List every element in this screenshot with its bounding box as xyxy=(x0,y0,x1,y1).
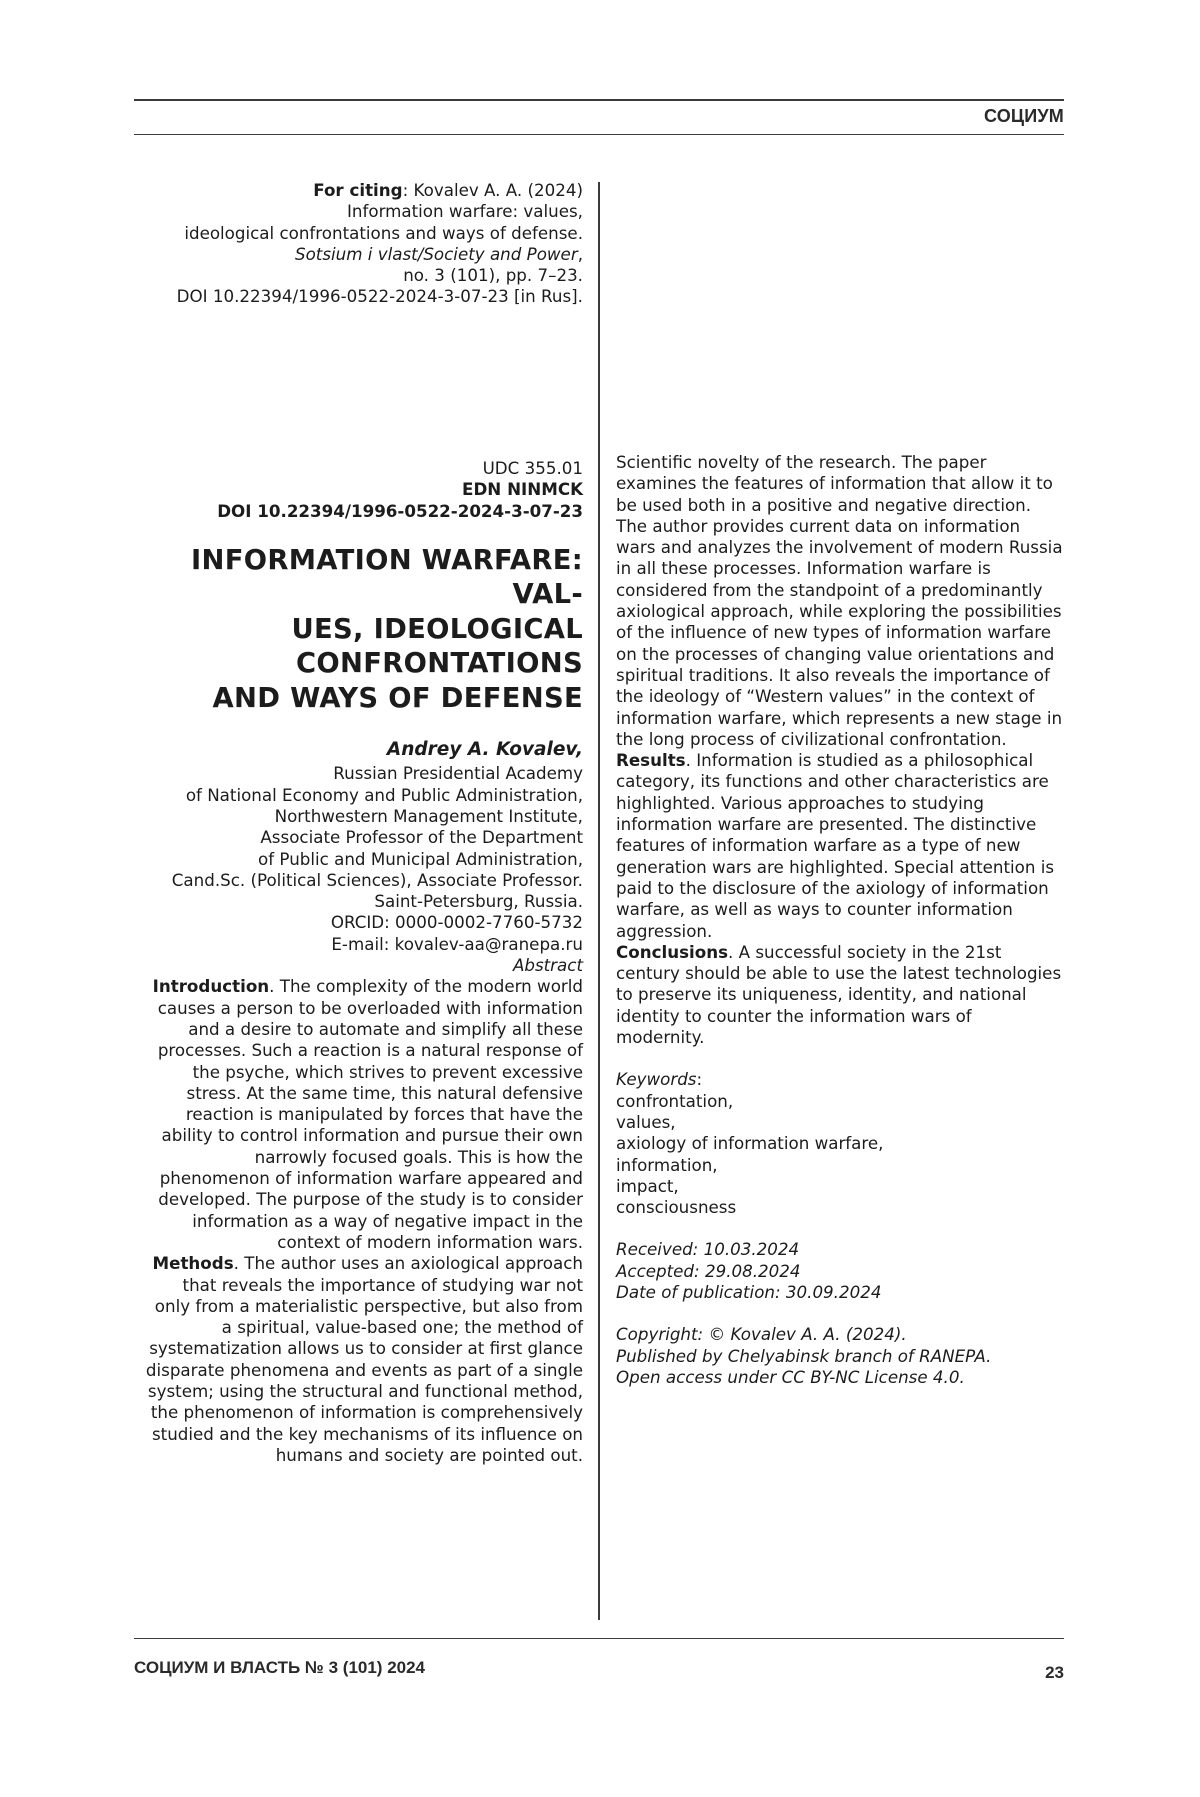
keywords-heading xyxy=(616,1069,1064,1090)
header-rule-bottom xyxy=(134,134,1064,135)
affiliation-line: Northwestern Management Institute, xyxy=(274,805,583,826)
keyword: values, xyxy=(616,1111,676,1132)
title-line: INFORMATION WARFARE: VAL- xyxy=(191,544,583,611)
author-name: Andrey A. Kovalev, xyxy=(386,739,583,761)
section-label: СОЦИУМ xyxy=(983,106,1064,126)
publisher: Published by Chelyabinsk branch of RANEPA. xyxy=(616,1345,992,1366)
keywords-colon: : xyxy=(696,1069,703,1090)
footer-journal: СОЦИУМ И ВЛАСТЬ № 3 (101) 2024 xyxy=(134,1658,426,1677)
citation-line: Information warfare: values, xyxy=(346,201,583,222)
keyword: consciousness xyxy=(616,1197,737,1218)
received-date: Received: 10.03.2024 xyxy=(616,1239,800,1260)
doi: DOI 10.22394/1996-0522-2024-3-07-23 xyxy=(217,500,583,521)
right-column xyxy=(616,452,1064,1388)
abstract-novelty: Scientific novelty of the research. The paper examines the features of information that allow it to be used both in a positive and negative direction. The author provides current data on information wars and analyzes the involvement of modern Russia in all these processes. Information warfare is considered from the standpoint of a predominantly axiological approach, while exploring the possibilities of the influence of new types of information warfare on the processes of changing value orientations and spiritual traditions. It also reveals the importance of the ideology of “Western values” in the context of information warfare, which represents a new stage in the long process of civilizational confrontation. xyxy=(616,452,1063,749)
abstract-results xyxy=(616,750,1064,942)
udc: UDC 355.01 xyxy=(482,458,583,478)
affiliation-line: of Public and Municipal Administration, xyxy=(258,848,583,869)
citation-text: : Kovalev A. A. (2024) xyxy=(402,180,583,200)
email: E-mail: kovalev-aa@ranepa.ru xyxy=(331,933,583,954)
methods-text: . The author uses an axiological approach that reveals the importance of studying war not only from a materialistic perspective, but also from a spiritual, value-based one; the method of systematization allows us to consider at first glance disparate phenomena and events as part of a single system; using the structural and functional method, the phenomenon of information is comprehensively studied and the key mechanisms of its influence on humans and society are pointed out. xyxy=(145,1253,583,1465)
citation-journal: Sotsium i vlast/Society and Power xyxy=(294,243,578,264)
author-affiliation xyxy=(143,763,583,955)
citation-block xyxy=(143,180,583,308)
copyright: Copyright: © Kovalev A. A. (2024). xyxy=(616,1324,907,1345)
citation-line: ideological confrontations and ways of defense. xyxy=(184,222,583,243)
column-divider xyxy=(598,182,600,1620)
orcid: ORCID: 0000-0002-7760-5732 xyxy=(330,912,583,933)
title-line: UES, IDEOLOGICAL xyxy=(291,613,583,645)
affiliation-line: of National Economy and Public Administration, xyxy=(185,784,583,805)
footer-rule xyxy=(134,1638,1064,1639)
conclusions-text: . A successful society in the 21st century should be able to use the latest technologies to preserve its uniqueness, identity, and national identity to counter the information wars of modernity. xyxy=(616,941,1062,1048)
left-column xyxy=(143,458,583,1466)
intro-label: Introduction xyxy=(152,976,270,997)
abstract-methods xyxy=(143,1253,583,1466)
keywords-label: Keywords xyxy=(616,1069,697,1090)
conclusions-label: Conclusions xyxy=(616,941,729,962)
article-title xyxy=(143,544,583,717)
keyword: information, xyxy=(616,1154,718,1175)
citation-label: For citing xyxy=(313,180,403,200)
keyword: impact, xyxy=(616,1175,679,1196)
results-label: Results xyxy=(616,750,686,771)
edn: EDN NINMCK xyxy=(462,479,583,500)
publication-date: Date of publication: 30.09.2024 xyxy=(616,1281,882,1302)
license: Open access under CC BY-NC License 4.0. xyxy=(616,1366,965,1387)
results-text: . Information is studied as a philosophical category, its functions and other characteristics are highlighted. Various approaches to studying information warfare are presented. The distinctive features of information warfare as a type of new generation wars are highlighted. Special attention is paid to the disclosure of the axiology of information warfare, as well as ways to counter information aggression. xyxy=(616,750,1055,941)
citation-line: no. 3 (101), pp. 7–23. xyxy=(403,265,583,286)
title-line: AND WAYS OF DEFENSE xyxy=(212,682,583,714)
citation-doi: DOI 10.22394/1996-0522-2024-3-07-23 [in Rus]. xyxy=(176,286,583,307)
intro-text: . The complexity of the modern world causes a person to be overloaded with information and a desire to automate and simplify all these processes. Such a reaction is a natural response of the psyche, which strives to prevent excessive stress. At the same time, this natural defensive reaction is manipulated by forces that have the ability to control information and pursue their own narrowly focused goals. This is how the phenomenon of information warfare appeared and developed. The purpose of the study is to consider information as a way of negative impact in the context of modern information wars. xyxy=(157,976,583,1252)
affiliation-line: Cand.Sc. (Political Sciences), Associate Professor. xyxy=(171,869,583,890)
keyword: confrontation, xyxy=(616,1090,734,1111)
affiliation-line: Saint-Petersburg, Russia. xyxy=(374,891,583,912)
keyword: axiology of information warfare, xyxy=(616,1133,884,1154)
accepted-date: Accepted: 29.08.2024 xyxy=(616,1260,801,1281)
title-line: CONFRONTATIONS xyxy=(296,648,583,680)
header-rule-top xyxy=(134,99,1064,101)
abstract-heading: Abstract xyxy=(512,955,583,976)
abstract-conclusions xyxy=(616,942,1064,1048)
citation-text: , xyxy=(577,243,583,264)
affiliation-line: Russian Presidential Academy xyxy=(333,763,583,784)
abstract-introduction xyxy=(143,976,583,1253)
methods-label: Methods xyxy=(152,1253,234,1274)
affiliation-line: Associate Professor of the Department xyxy=(260,827,583,848)
page-number: 23 xyxy=(1045,1663,1064,1682)
